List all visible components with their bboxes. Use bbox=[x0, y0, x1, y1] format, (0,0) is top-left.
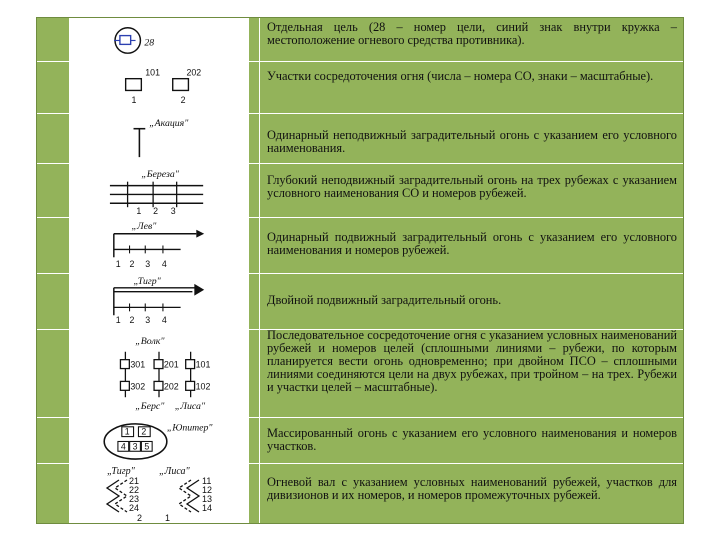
area-index: 2 bbox=[180, 95, 186, 106]
area-number: 4 bbox=[120, 441, 126, 452]
target-number: 101 bbox=[195, 359, 211, 370]
line-name: „Лиса" bbox=[159, 466, 190, 477]
table-row bbox=[37, 164, 683, 218]
area-number: 202 bbox=[186, 67, 202, 78]
row-description: Огневой вал с указанием условных наименований рубежей, участков для дивизионов и их номеров, и номеров промежуточных рубежей. bbox=[267, 475, 677, 502]
line-name: „Лиса" bbox=[174, 401, 206, 413]
division-number: 2 bbox=[137, 513, 143, 523]
double-moving-barrage-icon bbox=[69, 274, 249, 329]
line-number: 12 bbox=[202, 485, 213, 495]
successive-concentration-symbol bbox=[69, 330, 249, 417]
line-number: 14 bbox=[202, 503, 213, 513]
table-row bbox=[37, 218, 683, 274]
line-number: 2 bbox=[129, 259, 135, 270]
line-number: 3 bbox=[145, 259, 151, 270]
legend-table bbox=[36, 17, 684, 524]
line-number: 1 bbox=[136, 206, 142, 217]
row-description: Последовательное сосредоточение огня с указанием условных наименований рубежей и номеров целей (сплошными линиями – рубежи, по которым планируется вести огонь одновременно; при двойном ПСО – сплошными линиями соединяются цели на двух рубежах, при тройном – на трех. Рубежи и участки целей – масштабные). bbox=[267, 328, 677, 394]
double-moving-barrage-symbol bbox=[69, 274, 249, 329]
fire-name: „Береза" bbox=[141, 168, 179, 180]
target-number: 102 bbox=[195, 381, 211, 392]
single-fixed-barrage-symbol bbox=[69, 114, 249, 163]
row-description: Отдельная цель (28 – номер цели, синий знак внутри кружка – местоположение огневого средства противника). bbox=[267, 20, 677, 47]
fixed-barrage-icon bbox=[69, 114, 249, 163]
fire-barrage-wave-symbol bbox=[69, 464, 249, 523]
line-number: 1 bbox=[115, 315, 121, 326]
deep-fixed-barrage-symbol bbox=[69, 164, 249, 217]
line-name: „Волк" bbox=[135, 335, 165, 347]
row-description: Глубокий неподвижный заградительный огонь на трех рубежах с указанием условного наименования СО и номеров рубежей. bbox=[267, 173, 677, 200]
line-number: 22 bbox=[129, 485, 140, 495]
row-description: Участки сосредоточения огня (числа – номера СО, знаки – масштабные). bbox=[267, 69, 654, 83]
successive-concentration-icon bbox=[69, 330, 249, 417]
massed-fire-icon bbox=[69, 418, 249, 463]
area-number: 1 bbox=[124, 426, 130, 437]
target-number: 202 bbox=[163, 381, 179, 392]
table-row bbox=[37, 18, 683, 62]
line-number: 3 bbox=[145, 315, 151, 326]
line-number: 1 bbox=[115, 259, 121, 270]
fire-name: „Лев" bbox=[131, 220, 157, 232]
row-description: Двойной подвижный заградительный огонь. bbox=[267, 293, 502, 307]
area-number: 3 bbox=[132, 441, 138, 452]
rolling-barrage-icon bbox=[69, 464, 249, 523]
massed-fire-symbol bbox=[69, 418, 249, 463]
table-row bbox=[37, 274, 683, 330]
table-row bbox=[37, 62, 683, 114]
target-number: 302 bbox=[130, 381, 146, 392]
line-number: 2 bbox=[129, 315, 135, 326]
division-number: 1 bbox=[165, 513, 171, 523]
line-number: 11 bbox=[202, 476, 212, 486]
line-number: 2 bbox=[153, 206, 159, 217]
individual-target-symbol bbox=[69, 18, 249, 61]
table-row bbox=[37, 330, 683, 418]
table-row bbox=[37, 464, 683, 523]
line-number: 24 bbox=[129, 503, 140, 513]
moving-barrage-icon bbox=[69, 218, 249, 273]
line-number: 4 bbox=[161, 259, 167, 270]
line-number: 21 bbox=[129, 476, 140, 486]
target-number: 28 bbox=[144, 37, 155, 49]
line-number: 3 bbox=[170, 206, 176, 217]
row-description: Массированный огонь с указанием его условного наименования и номеров участков. bbox=[267, 426, 677, 453]
table-row bbox=[37, 114, 683, 164]
concentration-areas-symbol bbox=[69, 62, 249, 113]
line-name: „Тигр" bbox=[107, 466, 135, 477]
fire-name: „Тигр" bbox=[133, 275, 161, 287]
area-number: 5 bbox=[144, 441, 150, 452]
line-name: „Берс" bbox=[135, 401, 165, 413]
target-number: 301 bbox=[130, 359, 146, 370]
area-index: 1 bbox=[131, 95, 137, 106]
target-number: 201 bbox=[163, 359, 179, 370]
row-description: Одинарный подвижный заградительный огонь с указанием его условного наименования и номеров рубежей. bbox=[267, 230, 677, 257]
concentration-areas-icon bbox=[69, 62, 249, 113]
line-number: 13 bbox=[202, 494, 213, 504]
fire-name: „Акация" bbox=[149, 117, 189, 129]
area-number: 101 bbox=[145, 67, 160, 78]
table-row bbox=[37, 418, 683, 464]
row-description: Одинарный неподвижный заградительный огонь с указанием его условного наименования. bbox=[267, 128, 677, 155]
line-number: 4 bbox=[161, 315, 167, 326]
deep-barrage-icon bbox=[69, 164, 249, 217]
target-circle-icon bbox=[69, 18, 249, 61]
fire-name: „Юпитер" bbox=[166, 422, 213, 434]
area-number: 2 bbox=[141, 426, 147, 437]
single-moving-barrage-symbol bbox=[69, 218, 249, 273]
line-number: 23 bbox=[129, 494, 140, 504]
